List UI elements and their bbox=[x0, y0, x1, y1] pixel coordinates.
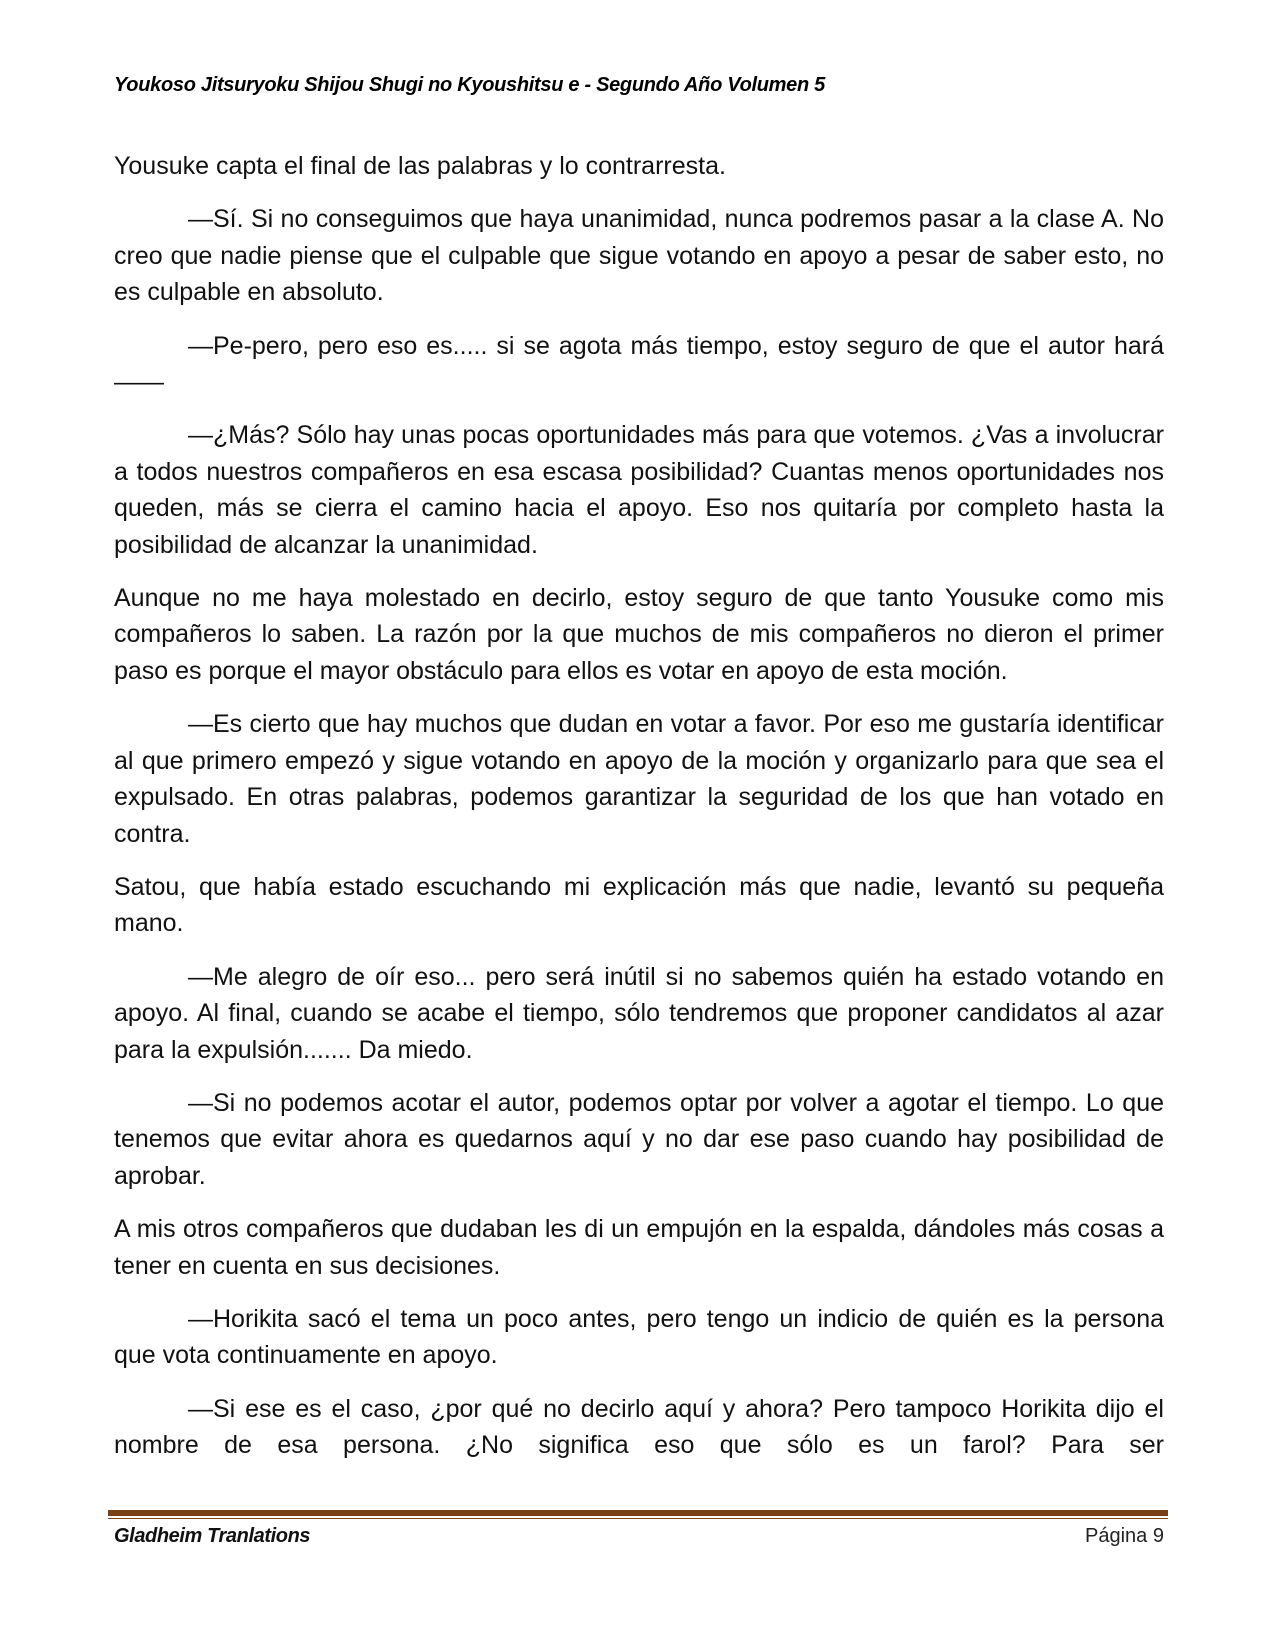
footer-rule-thin bbox=[108, 1518, 1168, 1519]
footer-rule bbox=[108, 1510, 1168, 1516]
body-text bbox=[114, 148, 1164, 1481]
paragraph: —Horikita sacó el tema un poco antes, pero tengo un indicio de quién es la persona que vota continuamente en apoyo. bbox=[114, 1304, 1164, 1370]
paragraph: —¿Más? Sólo hay unas pocas oportunidades más para que votemos. ¿Vas a involucrar a todos nuestros compañeros en esa escasa posibilidad? Cuantas menos oportunidades nos queden, más se cierra el camino hacia el apoyo. Eso nos quitaría por completo hasta la posibilidad de alcanzar la unanimidad. bbox=[114, 421, 1164, 559]
paragraph: —Es cierto que hay muchos que dudan en votar a favor. Por eso me gustaría identificar al que primero empezó y sigue votando en apoyo de la moción y organizarlo para que sea el expulsado. En otras palabras, podemos garantizar la seguridad de los que han votado en contra. bbox=[114, 710, 1164, 848]
paragraph: —Me alegro de oír eso... pero será inútil si no sabemos quién ha estado votando en apoyo. Al final, cuando se acabe el tiempo, sólo tendremos que proponer candidatos al azar para la expulsión....... Da miedo. bbox=[114, 962, 1164, 1064]
paragraph: Satou, que había estado escuchando mi explicación más que nadie, levantó su pequeña mano. bbox=[114, 872, 1164, 938]
footer-translator: Gladheim Tranlations bbox=[114, 1525, 311, 1547]
paragraph: A mis otros compañeros que dudaban les di un empujón en la espalda, dándoles más cosas a tener en cuenta en sus decisiones. bbox=[114, 1215, 1164, 1280]
paragraph: —Si ese es el caso, ¿por qué no decirlo aquí y ahora? Pero tampoco Horikita dijo el nombre de esa persona. ¿No significa eso que sólo es un farol? Para ser bbox=[114, 1394, 1164, 1460]
running-header: Youkoso Jitsuryoku Shijou Shugi no Kyoushitsu e - Segundo Año Volumen 5 bbox=[114, 74, 825, 96]
paragraph: —Si no podemos acotar el autor, podemos optar por volver a agotar el tiempo. Lo que tenemos que evitar ahora es quedarnos aquí y no dar ese paso cuando hay posibilidad de aprobar. bbox=[114, 1088, 1164, 1190]
page-label: Página bbox=[1085, 1525, 1148, 1547]
paragraph: Yousuke capta el final de las palabras y lo contrarresta. bbox=[114, 152, 726, 180]
paragraph: Aunque no me haya molestado en decirlo, estoy seguro de que tanto Yousuke como mis compañeros lo saben. La razón por la que muchos de mis compañeros no dieron el primer paso es porque el mayor obstáculo para ellos es votar en apoyo de esta moción. bbox=[114, 584, 1164, 685]
paragraph: —Sí. Si no conseguimos que haya unanimidad, nunca podremos pasar a la clase A. No creo que nadie piense que el culpable que sigue votando en apoyo a pesar de saber esto, no es culpable en absoluto. bbox=[114, 205, 1164, 307]
page-number-value: 9 bbox=[1152, 1525, 1164, 1547]
page-number bbox=[1085, 1525, 1164, 1548]
paragraph: —Pe-pero, pero eso es..... si se agota más tiempo, estoy seguro de que el autor hará—— bbox=[114, 331, 1164, 397]
